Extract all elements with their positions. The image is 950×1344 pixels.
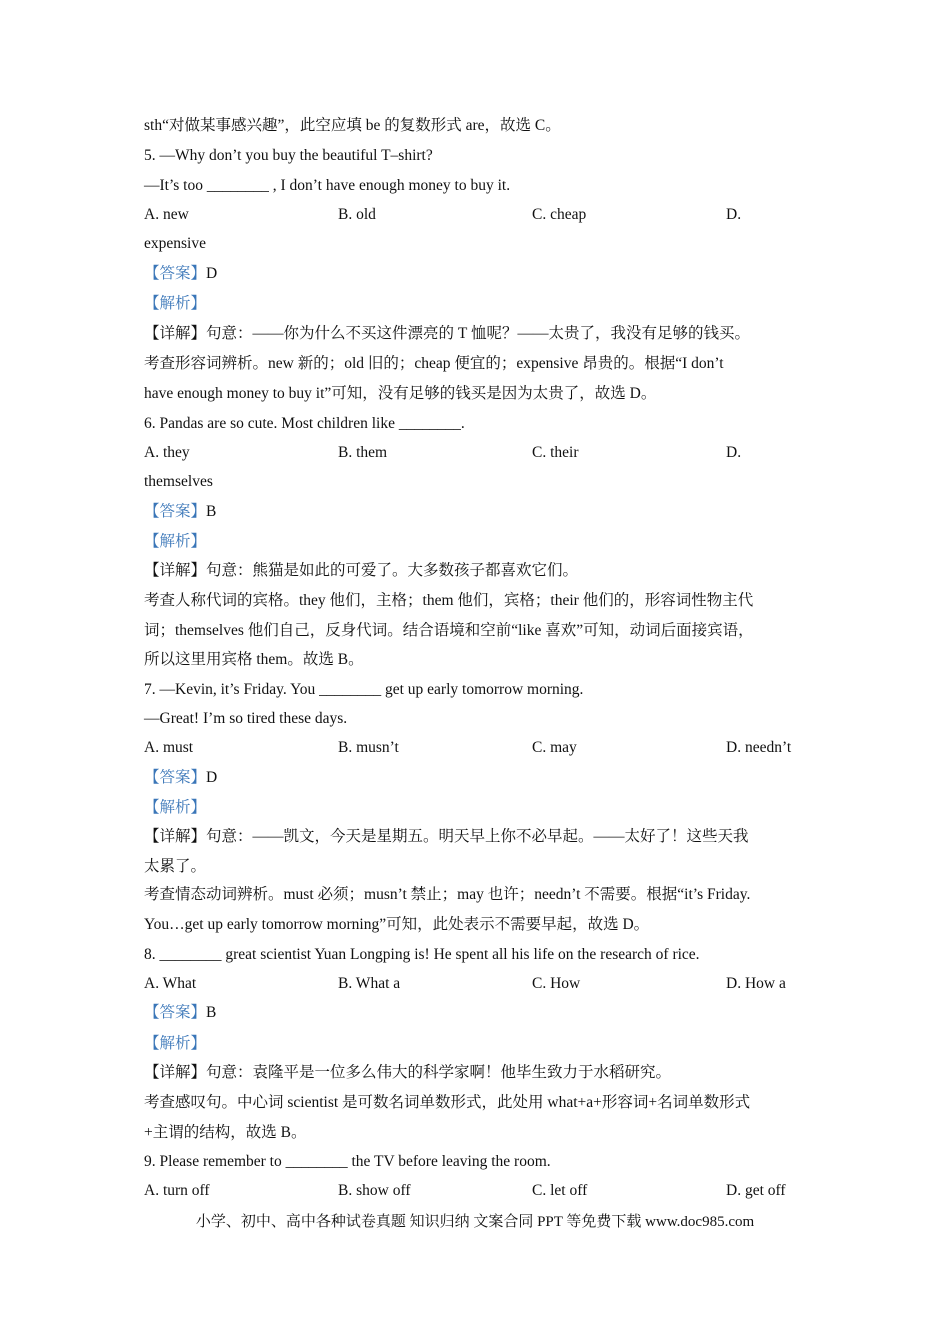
q8-option-d: D. How a (726, 975, 786, 992)
q5-explanation-2: have enough money to buy it”可知，没有足够的钱买是因为太贵了，故选 D。 (144, 385, 657, 402)
q5-detail: 句意：——你为什么不买这件漂亮的 T 恤呢？——太贵了，我没有足够的钱买。 (206, 325, 750, 342)
q7-detail: 句意：——凯文，今天是星期五。明天早上你不必早起。——太好了！这些天我 (206, 828, 749, 845)
q8-option-a: A. What (144, 975, 197, 992)
q9-option-c: C. let off (532, 1182, 588, 1199)
q7-analysis-line (144, 798, 824, 818)
q5-stem-line-1: 5. —Why don’t you buy the beautiful T–shirt? (144, 147, 433, 164)
q5-option-a: A. new (144, 206, 189, 223)
q6-option-a: A. they (144, 444, 190, 461)
q8-detail: 句意：袁隆平是一位多么伟大的科学家啊！他毕生致力于水稻研究。 (206, 1064, 672, 1081)
q6-explanation-2: 词；themselves 他们自己，反身代词。结合语境和空前“like 喜欢”可知，动词后面接宾语， (144, 622, 754, 639)
q7-detail-line-2: 太累了。 (144, 858, 207, 875)
q5-option-c: C. cheap (532, 206, 587, 223)
q5-analysis-line (144, 294, 824, 314)
q5-answer: D (206, 265, 218, 282)
answer-tag: 【答案】 (144, 265, 207, 282)
q5-option-b: B. old (338, 206, 376, 223)
q7-detail-line-1 (144, 827, 824, 847)
q6-detail-line (144, 561, 824, 581)
q8-detail-line (144, 1063, 824, 1083)
q9-option-b: B. show off (338, 1182, 411, 1199)
q8-analysis-line (144, 1034, 824, 1054)
q6-option-c: C. their (532, 444, 579, 461)
analysis-tag: 【解析】 (144, 533, 207, 550)
detail-tag: 【详解】 (144, 1064, 207, 1081)
q8-stem-line-1: 8. ________ great scientist Yuan Longping is! He spent all his life on the research of rice. (144, 946, 700, 963)
detail-tag: 【详解】 (144, 562, 207, 579)
q8-option-b: B. What a (338, 975, 401, 992)
q6-stem-line-1: 6. Pandas are so cute. Most children like ________. (144, 415, 465, 432)
q7-stem-line-1: 7. —Kevin, it’s Friday. You ________ get up early tomorrow morning. (144, 681, 584, 698)
answer-tag: 【答案】 (144, 1004, 207, 1021)
q6-detail: 句意：熊猫是如此的可爱了。大多数孩子都喜欢它们。 (206, 562, 579, 579)
detail-tag: 【详解】 (144, 325, 207, 342)
q8-explanation-2: +主谓的结构，故选 B。 (144, 1124, 307, 1141)
answer-tag: 【答案】 (144, 769, 207, 786)
q6-explanation-1: 考查人称代词的宾格。they 他们，主格；them 他们，宾格；their 他们的，形容词性物主代 (144, 592, 754, 609)
q7-explanation-1: 考查情态动词辨析。must 必须；musn’t 禁止；may 也许；needn’t 不需要。根据“it’s Friday. (144, 886, 751, 903)
q7-explanation-2: You…get up early tomorrow morning”可知，此处表示不需要早起，故选 D。 (144, 916, 650, 933)
q7-option-b: B. musn’t (338, 739, 399, 756)
intro-line: sth“对做某事感兴趣”，此空应填 be 的复数形式 are，故选 C。 (144, 117, 561, 134)
q7-answer: D (206, 769, 218, 786)
q5-answer-line (144, 264, 824, 284)
q9-option-a: A. turn off (144, 1182, 210, 1199)
q7-option-d: D. needn’t (726, 739, 792, 756)
q5-option-d: D. (726, 206, 742, 223)
q7-option-c: C. may (532, 739, 577, 756)
q5-detail-line (144, 324, 824, 344)
q8-answer: B (206, 1004, 217, 1021)
q9-option-d: D. get off (726, 1182, 786, 1199)
q6-analysis-line (144, 532, 824, 552)
detail-tag: 【详解】 (144, 828, 207, 845)
q9-stem-line-1: 9. Please remember to ________ the TV before leaving the room. (144, 1153, 551, 1170)
q8-answer-line (144, 1003, 824, 1023)
analysis-tag: 【解析】 (144, 799, 207, 816)
q6-answer-line (144, 502, 824, 522)
page-footer: 小学、初中、高中各种试卷真题 知识归纳 文案合同 PPT 等免费下载 www.doc985.com (195, 1214, 755, 1230)
q6-explanation-3: 所以这里用宾格 them。故选 B。 (144, 651, 364, 668)
q8-option-c: C. How (532, 975, 581, 992)
q8-explanation-1: 考查感叹句。中心词 scientist 是可数名词单数形式，此处用 what+a+形容词+名词单数形式 (144, 1094, 751, 1111)
q5-explanation-1: 考查形容词辨析。new 新的；old 旧的；cheap 便宜的；expensive 昂贵的。根据“I don’t (144, 355, 724, 372)
q6-option-b: B. them (338, 444, 388, 461)
q5-stem-line-2: —It’s too ________ , I don’t have enough money to buy it. (144, 177, 511, 194)
q5-option-d-text: expensive (144, 235, 206, 252)
q7-stem-line-2: —Great! I’m so tired these days. (144, 710, 348, 727)
q7-answer-line (144, 768, 824, 788)
q6-answer: B (206, 503, 217, 520)
analysis-tag: 【解析】 (144, 1035, 207, 1052)
q7-option-a: A. must (144, 739, 194, 756)
q6-option-d: D. (726, 444, 742, 461)
analysis-tag: 【解析】 (144, 295, 207, 312)
answer-tag: 【答案】 (144, 503, 207, 520)
q6-option-d-text: themselves (144, 473, 213, 490)
